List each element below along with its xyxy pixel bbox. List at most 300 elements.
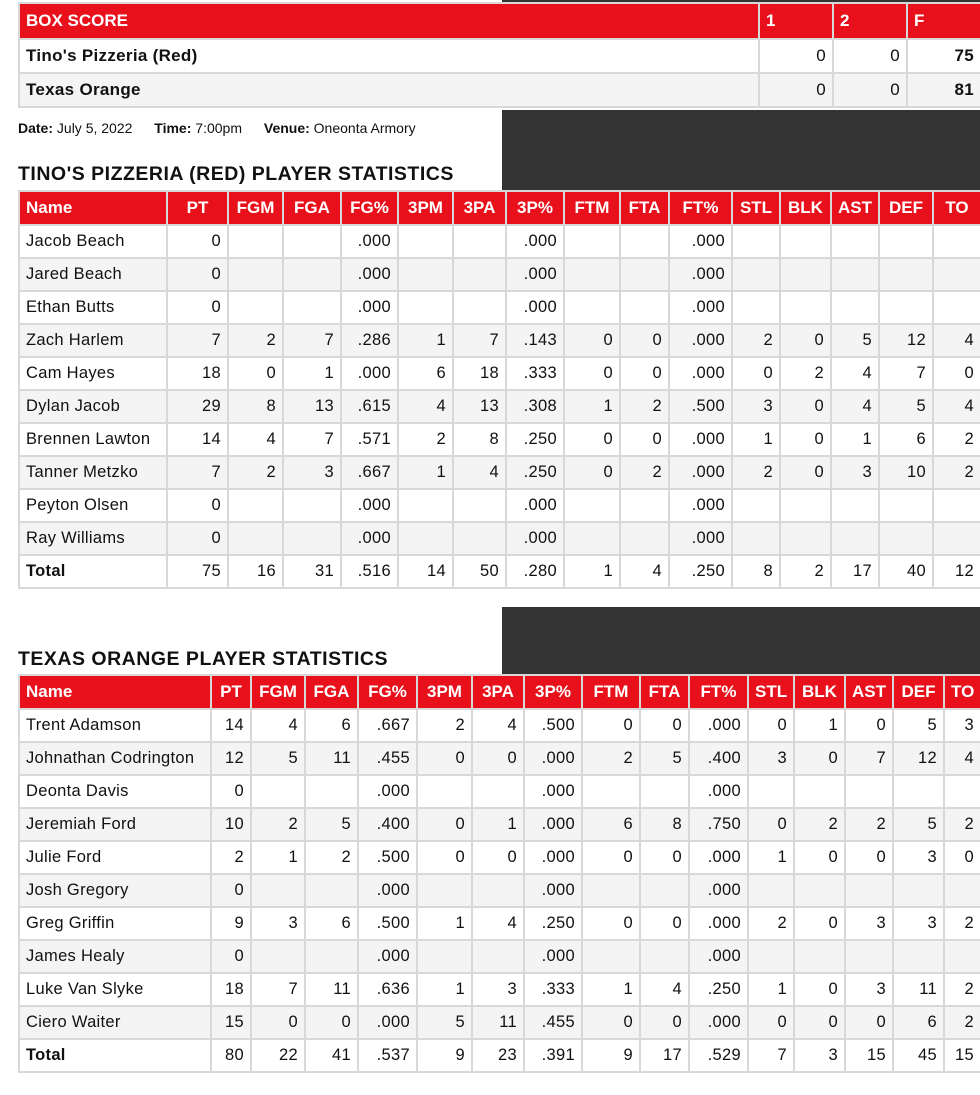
stat-fg-pct: .000	[341, 291, 398, 324]
stat-ftm	[564, 258, 620, 291]
player-name: Jeremiah Ford	[19, 808, 211, 841]
stat-fga: 11	[305, 742, 358, 775]
stat-def: 3	[893, 841, 944, 874]
stat-blk: 0	[780, 324, 831, 357]
player-row	[19, 709, 980, 742]
stat-pt: 0	[211, 775, 251, 808]
stat-pt: 29	[167, 390, 228, 423]
column-header-ftm: FTM	[582, 675, 640, 709]
stat-fga	[305, 775, 358, 808]
game-time: 7:00pm	[195, 120, 242, 136]
stat-fgm: 8	[228, 390, 283, 423]
team-1-stats-table	[18, 190, 980, 589]
stat-blk: 0	[794, 1006, 845, 1039]
stat-fg-pct: .667	[341, 456, 398, 489]
stat-3p-pct: .000	[506, 291, 564, 324]
stat-ftm: 0	[564, 423, 620, 456]
stat-fta: 0	[640, 907, 689, 940]
stat-3p-pct: .000	[524, 874, 582, 907]
stat-ast: 4	[831, 390, 879, 423]
stat-fgm	[228, 225, 283, 258]
stat-to	[933, 225, 980, 258]
stat-ftm: 0	[582, 1006, 640, 1039]
stat-fta: 0	[640, 1006, 689, 1039]
stat-to	[933, 522, 980, 555]
stat-blk	[794, 874, 845, 907]
stat-to: 2	[944, 973, 980, 1006]
stat-pt: 0	[167, 522, 228, 555]
stat-ft-pct: .000	[689, 841, 748, 874]
stat-to	[944, 775, 980, 808]
stat-to: 4	[933, 324, 980, 357]
stat-fg-pct: .615	[341, 390, 398, 423]
player-row	[19, 291, 980, 324]
stat-3pa	[472, 874, 524, 907]
player-row	[19, 874, 980, 907]
stat-3pa: 4	[472, 709, 524, 742]
period-1-header: 1	[759, 3, 833, 39]
stat-3pm: 2	[417, 709, 472, 742]
stat-def: 6	[879, 423, 933, 456]
stat-fgm: 4	[251, 709, 305, 742]
player-row	[19, 907, 980, 940]
stat-fg-pct: .000	[341, 258, 398, 291]
stat-3pm: 2	[398, 423, 453, 456]
stat-ast	[831, 225, 879, 258]
stat-fta: 4	[620, 555, 669, 588]
stat-3pm: 1	[417, 973, 472, 1006]
player-name: Ray Williams	[19, 522, 167, 555]
stat-def	[879, 291, 933, 324]
stat-ftm	[564, 522, 620, 555]
column-header-3pa: 3PA	[453, 191, 506, 225]
dark-panel-upper	[502, 110, 980, 190]
stat-blk	[794, 775, 845, 808]
stat-fg-pct: .400	[358, 808, 417, 841]
stat-ft-pct: .000	[669, 489, 732, 522]
stat-fta: 17	[640, 1039, 689, 1072]
stat-blk: 3	[794, 1039, 845, 1072]
stat-fgm: 3	[251, 907, 305, 940]
stat-ast: 0	[845, 841, 893, 874]
stat-blk: 2	[780, 357, 831, 390]
stat-fgm: 2	[251, 808, 305, 841]
player-name: Jacob Beach	[19, 225, 167, 258]
player-name: Total	[19, 1039, 211, 1072]
stat-3pm: 9	[417, 1039, 472, 1072]
stat-to: 3	[944, 709, 980, 742]
stat-ftm: 9	[582, 1039, 640, 1072]
stat-stl: 3	[732, 390, 780, 423]
player-name: Tanner Metzko	[19, 456, 167, 489]
stat-3p-pct: .000	[506, 522, 564, 555]
stat-3p-pct: .500	[524, 709, 582, 742]
stat-3pm	[417, 940, 472, 973]
stat-ft-pct: .000	[689, 1006, 748, 1039]
stat-ft-pct: .000	[669, 522, 732, 555]
final-header: F	[907, 3, 980, 39]
stat-blk: 2	[780, 555, 831, 588]
stat-fta	[620, 522, 669, 555]
stat-fga: 5	[305, 808, 358, 841]
stat-fga	[305, 874, 358, 907]
stat-blk: 0	[780, 390, 831, 423]
stat-fta: 0	[620, 357, 669, 390]
stats-header-row	[19, 191, 980, 225]
stat-to	[933, 291, 980, 324]
stat-stl: 2	[732, 324, 780, 357]
stat-to: 2	[944, 907, 980, 940]
stat-3pm: 0	[417, 808, 472, 841]
column-header-def: DEF	[893, 675, 944, 709]
stat-ft-pct: .500	[669, 390, 732, 423]
stat-ftm	[564, 489, 620, 522]
stat-def: 40	[879, 555, 933, 588]
stat-3pm: 1	[417, 907, 472, 940]
stat-fga: 2	[305, 841, 358, 874]
player-name: Greg Griffin	[19, 907, 211, 940]
player-name: Ethan Butts	[19, 291, 167, 324]
player-row	[19, 423, 980, 456]
dark-panel-lower	[502, 607, 980, 674]
stat-stl: 1	[748, 841, 794, 874]
column-header-fta: FTA	[620, 191, 669, 225]
box-score-header	[19, 3, 980, 39]
stat-3pm	[398, 489, 453, 522]
stat-fgm: 5	[251, 742, 305, 775]
stat-blk: 0	[794, 973, 845, 1006]
stat-ft-pct: .750	[689, 808, 748, 841]
final-score: 75	[907, 39, 980, 73]
stat-fga	[283, 291, 341, 324]
stat-ftm: 0	[564, 456, 620, 489]
stat-to: 4	[933, 390, 980, 423]
stat-stl	[732, 258, 780, 291]
stat-def	[893, 775, 944, 808]
stat-ft-pct: .000	[689, 907, 748, 940]
stat-def: 10	[879, 456, 933, 489]
stat-ftm: 0	[582, 709, 640, 742]
stat-ft-pct: .000	[689, 874, 748, 907]
stat-ft-pct: .000	[689, 775, 748, 808]
stat-def	[893, 940, 944, 973]
stat-ftm	[582, 940, 640, 973]
stat-stl: 7	[748, 1039, 794, 1072]
stat-pt: 10	[211, 808, 251, 841]
stat-3p-pct: .000	[524, 742, 582, 775]
stat-fga	[283, 489, 341, 522]
column-header-name: Name	[19, 675, 211, 709]
stat-ast: 7	[845, 742, 893, 775]
stat-to: 0	[944, 841, 980, 874]
player-name: Zach Harlem	[19, 324, 167, 357]
stat-ft-pct: .000	[669, 324, 732, 357]
stat-ast	[831, 522, 879, 555]
stat-3pm: 0	[417, 841, 472, 874]
stat-fg-pct: .000	[358, 874, 417, 907]
stat-fgm	[251, 874, 305, 907]
stat-fta: 0	[640, 841, 689, 874]
stat-to	[933, 489, 980, 522]
column-header-fg-pct: FG%	[358, 675, 417, 709]
stat-fta	[620, 258, 669, 291]
player-row	[19, 357, 980, 390]
player-row	[19, 324, 980, 357]
column-header-pt: PT	[211, 675, 251, 709]
stat-3p-pct: .391	[524, 1039, 582, 1072]
box-score-title: BOX SCORE	[19, 3, 759, 39]
stat-pt: 7	[167, 324, 228, 357]
stat-stl: 2	[732, 456, 780, 489]
team-name: Texas Orange	[19, 73, 759, 107]
stat-fgm: 2	[228, 324, 283, 357]
player-name: Josh Gregory	[19, 874, 211, 907]
stat-pt: 0	[211, 940, 251, 973]
stat-to: 12	[933, 555, 980, 588]
stat-pt: 0	[211, 874, 251, 907]
total-row	[19, 1039, 980, 1072]
stat-fgm	[251, 775, 305, 808]
stat-ast: 5	[831, 324, 879, 357]
stat-ftm: 0	[582, 907, 640, 940]
player-name: Cam Hayes	[19, 357, 167, 390]
stat-fg-pct: .667	[358, 709, 417, 742]
stat-pt: 7	[167, 456, 228, 489]
stat-pt: 0	[167, 291, 228, 324]
stat-3pa	[453, 225, 506, 258]
period-2-header: 2	[833, 3, 907, 39]
stat-3p-pct: .000	[506, 225, 564, 258]
stat-3pm: 1	[398, 456, 453, 489]
stat-3pa	[453, 291, 506, 324]
column-header-3p-pct: 3P%	[506, 191, 564, 225]
stat-3pm	[398, 225, 453, 258]
stat-ftm: 0	[582, 841, 640, 874]
stat-ftm	[582, 775, 640, 808]
stat-ast	[845, 874, 893, 907]
stat-3pa: 18	[453, 357, 506, 390]
stat-ftm: 2	[582, 742, 640, 775]
stat-fga: 0	[305, 1006, 358, 1039]
player-name: Ciero Waiter	[19, 1006, 211, 1039]
stat-stl: 1	[748, 973, 794, 1006]
stat-fg-pct: .636	[358, 973, 417, 1006]
stat-ftm: 1	[564, 555, 620, 588]
stat-ast: 2	[845, 808, 893, 841]
column-header-fgm: FGM	[251, 675, 305, 709]
stat-fga: 3	[283, 456, 341, 489]
game-date: July 5, 2022	[56, 120, 133, 136]
stat-pt: 0	[167, 258, 228, 291]
column-header-ft-pct: FT%	[669, 191, 732, 225]
stat-3pm: 6	[398, 357, 453, 390]
stat-def	[879, 489, 933, 522]
column-header-blk: BLK	[794, 675, 845, 709]
team-2-stats-table	[18, 674, 980, 1073]
player-row	[19, 841, 980, 874]
time-label: Time:	[154, 120, 192, 136]
column-header-fg-pct: FG%	[341, 191, 398, 225]
column-header-def: DEF	[879, 191, 933, 225]
stat-ast	[831, 258, 879, 291]
stat-stl: 8	[732, 555, 780, 588]
stat-fta: 0	[640, 709, 689, 742]
stat-pt: 0	[167, 489, 228, 522]
stat-ftm	[582, 874, 640, 907]
stat-ftm: 0	[564, 357, 620, 390]
player-row	[19, 522, 980, 555]
player-name: James Healy	[19, 940, 211, 973]
stat-fga: 41	[305, 1039, 358, 1072]
stat-fgm: 0	[251, 1006, 305, 1039]
stat-fg-pct: .000	[341, 489, 398, 522]
stat-3p-pct: .143	[506, 324, 564, 357]
stat-to: 2	[933, 423, 980, 456]
stat-ast	[845, 940, 893, 973]
stat-stl	[732, 291, 780, 324]
stat-fta	[620, 225, 669, 258]
team-name: Tino's Pizzeria (Red)	[19, 39, 759, 73]
stat-pt: 9	[211, 907, 251, 940]
player-row	[19, 775, 980, 808]
stat-ft-pct: .529	[689, 1039, 748, 1072]
column-header-stl: STL	[732, 191, 780, 225]
stat-def	[879, 258, 933, 291]
stat-blk	[794, 940, 845, 973]
stat-def	[879, 522, 933, 555]
column-header-pt: PT	[167, 191, 228, 225]
stat-to: 15	[944, 1039, 980, 1072]
stat-ftm: 6	[582, 808, 640, 841]
stat-3pm	[417, 874, 472, 907]
stat-fg-pct: .286	[341, 324, 398, 357]
game-info	[18, 120, 416, 136]
stat-fta: 8	[640, 808, 689, 841]
stat-3pa: 4	[472, 907, 524, 940]
player-name: Peyton Olsen	[19, 489, 167, 522]
stat-fga: 6	[305, 907, 358, 940]
stat-blk: 0	[794, 841, 845, 874]
stat-stl: 1	[732, 423, 780, 456]
stat-fga: 7	[283, 324, 341, 357]
stat-3pa	[453, 489, 506, 522]
stat-3p-pct: .000	[506, 258, 564, 291]
stat-to: 2	[933, 456, 980, 489]
stat-fta: 0	[620, 324, 669, 357]
stat-fgm: 22	[251, 1039, 305, 1072]
player-row	[19, 390, 980, 423]
column-header-to: TO	[944, 675, 980, 709]
stat-pt: 14	[211, 709, 251, 742]
stat-ast: 0	[845, 709, 893, 742]
column-header-3pm: 3PM	[398, 191, 453, 225]
stat-def: 5	[879, 390, 933, 423]
stat-pt: 0	[167, 225, 228, 258]
stat-3pa: 0	[472, 841, 524, 874]
stat-fgm: 7	[251, 973, 305, 1006]
stat-3pa: 3	[472, 973, 524, 1006]
column-header-ast: AST	[845, 675, 893, 709]
stat-to	[944, 874, 980, 907]
player-name: Luke Van Slyke	[19, 973, 211, 1006]
stat-pt: 2	[211, 841, 251, 874]
stat-ftm	[564, 225, 620, 258]
stat-3p-pct: .333	[506, 357, 564, 390]
stat-ftm: 1	[564, 390, 620, 423]
stat-pt: 12	[211, 742, 251, 775]
stat-ast: 4	[831, 357, 879, 390]
stat-blk	[780, 291, 831, 324]
stat-fta: 5	[640, 742, 689, 775]
team-2-stats-title: TEXAS ORANGE PLAYER STATISTICS	[18, 648, 389, 670]
stat-3pa: 1	[472, 808, 524, 841]
column-header-3p-pct: 3P%	[524, 675, 582, 709]
stat-ast: 17	[831, 555, 879, 588]
total-row	[19, 555, 980, 588]
stat-pt: 75	[167, 555, 228, 588]
player-row	[19, 258, 980, 291]
stat-ft-pct: .000	[669, 225, 732, 258]
column-header-ft-pct: FT%	[689, 675, 748, 709]
stat-fgm: 0	[228, 357, 283, 390]
stat-ft-pct: .000	[689, 709, 748, 742]
player-name: Julie Ford	[19, 841, 211, 874]
stat-fga	[305, 940, 358, 973]
stat-pt: 18	[167, 357, 228, 390]
player-row	[19, 456, 980, 489]
stat-fta: 2	[620, 390, 669, 423]
stat-stl: 0	[732, 357, 780, 390]
stat-fga	[283, 522, 341, 555]
period-1-score: 0	[759, 73, 833, 107]
stat-ft-pct: .400	[689, 742, 748, 775]
stat-fg-pct: .000	[341, 522, 398, 555]
final-score: 81	[907, 73, 980, 107]
stat-3p-pct: .000	[524, 841, 582, 874]
stat-3p-pct: .000	[524, 808, 582, 841]
stat-blk: 0	[780, 423, 831, 456]
stat-fg-pct: .571	[341, 423, 398, 456]
stat-3pa: 0	[472, 742, 524, 775]
stat-blk: 0	[780, 456, 831, 489]
stat-3p-pct: .250	[506, 423, 564, 456]
stat-def: 3	[893, 907, 944, 940]
stat-fg-pct: .000	[358, 940, 417, 973]
stat-3pa: 4	[453, 456, 506, 489]
stat-3pm: 14	[398, 555, 453, 588]
stat-3pm	[398, 258, 453, 291]
stat-fta: 0	[620, 423, 669, 456]
stat-fta	[620, 489, 669, 522]
stat-3pa: 23	[472, 1039, 524, 1072]
player-name: Brennen Lawton	[19, 423, 167, 456]
column-header-to: TO	[933, 191, 980, 225]
stat-ast: 3	[831, 456, 879, 489]
stat-def: 12	[893, 742, 944, 775]
stat-fg-pct: .000	[341, 357, 398, 390]
stat-ast: 3	[845, 907, 893, 940]
stat-blk: 0	[794, 907, 845, 940]
stat-3pm: 1	[398, 324, 453, 357]
player-name: Deonta Davis	[19, 775, 211, 808]
stat-stl: 2	[748, 907, 794, 940]
player-row	[19, 489, 980, 522]
stat-to: 2	[944, 1006, 980, 1039]
stat-fgm: 4	[228, 423, 283, 456]
player-row	[19, 1006, 980, 1039]
stat-ft-pct: .000	[669, 357, 732, 390]
player-name: Jared Beach	[19, 258, 167, 291]
